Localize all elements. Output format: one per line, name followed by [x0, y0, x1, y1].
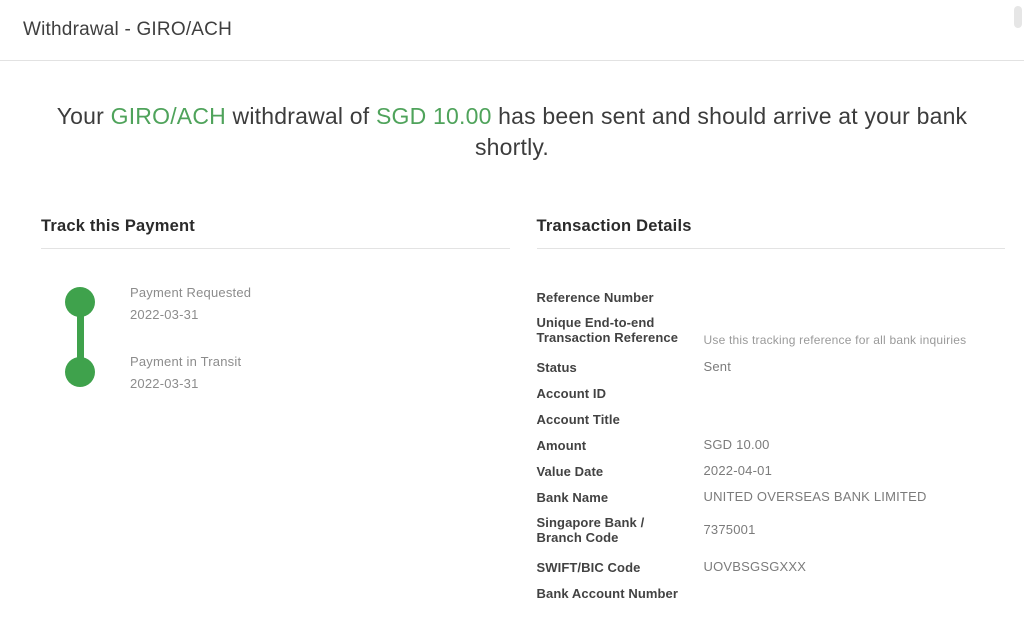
content-columns: [0, 217, 1024, 611]
timeline-step-date: 2022-03-31: [130, 376, 199, 391]
amount-value: SGD 10.00: [703, 437, 770, 452]
message-text: withdrawal of: [225, 103, 376, 129]
bank-name-value: UNITED OVERSEAS BANK LIMITED: [703, 489, 927, 504]
detail-note: Use this tracking reference for all bank inquiries: [703, 333, 967, 347]
detail-row-account-title: [537, 411, 1006, 427]
detail-label: Value Date: [536, 463, 604, 479]
detail-row-bank-account-number: [537, 585, 1006, 601]
status-value: Sent: [703, 359, 732, 374]
timeline-dot-requested: [65, 287, 95, 317]
scrollbar-thumb[interactable]: [1014, 6, 1022, 28]
detail-row-bank-name: [537, 489, 1006, 505]
message-highlight-amount: SGD 10.00: [375, 103, 492, 129]
track-payment-heading: Track this Payment: [41, 217, 510, 249]
transaction-details-rows: [537, 289, 1006, 601]
detail-row-branch-code: [537, 515, 1006, 545]
value-date-value: 2022-04-01: [703, 463, 772, 478]
track-payment-section: [41, 217, 510, 611]
detail-row-amount: [537, 437, 1006, 453]
detail-label: Reference Number: [536, 289, 654, 305]
branch-code-value: 7375001: [703, 522, 756, 537]
detail-row-account-id: [537, 385, 1006, 401]
detail-label: Unique End-to-end Transaction Reference: [536, 315, 679, 345]
detail-label: Singapore Bank / Branch Code: [536, 515, 645, 545]
confirmation-message: [47, 101, 977, 163]
message-text: has been sent and should arrive at your bank shortly.: [474, 103, 968, 160]
message-highlight-method: GIRO/ACH: [110, 103, 226, 129]
timeline-step-date: 2022-03-31: [130, 307, 199, 322]
transaction-details-section: [537, 217, 1006, 611]
detail-label: Amount: [536, 437, 587, 453]
timeline-step-label: Payment in Transit: [130, 354, 242, 369]
detail-row-reference-number: [537, 289, 1006, 305]
timeline-step-requested: [130, 285, 251, 323]
detail-row-swift-code: [537, 559, 1006, 575]
detail-label: Status: [536, 359, 577, 375]
detail-row-status: [537, 359, 1006, 375]
timeline-step-label: Payment Requested: [130, 285, 252, 300]
detail-row-value-date: [537, 463, 1006, 479]
timeline-step-transit: [130, 354, 241, 392]
page-title: Withdrawal - GIRO/ACH: [23, 19, 233, 40]
payment-timeline: [41, 249, 510, 429]
detail-label: Bank Name: [536, 489, 609, 505]
detail-label: Account ID: [536, 385, 607, 401]
swift-code-value: UOVBSGSGXXX: [703, 559, 807, 574]
detail-label: Bank Account Number: [536, 585, 679, 601]
detail-label: SWIFT/BIC Code: [536, 559, 641, 575]
transaction-details-heading: Transaction Details: [537, 217, 1006, 249]
page-header: [0, 0, 1024, 61]
detail-label: Account Title: [536, 411, 620, 427]
message-text: Your: [56, 103, 111, 129]
timeline-dot-transit: [65, 357, 95, 387]
detail-row-unique-reference: [537, 315, 1006, 345]
